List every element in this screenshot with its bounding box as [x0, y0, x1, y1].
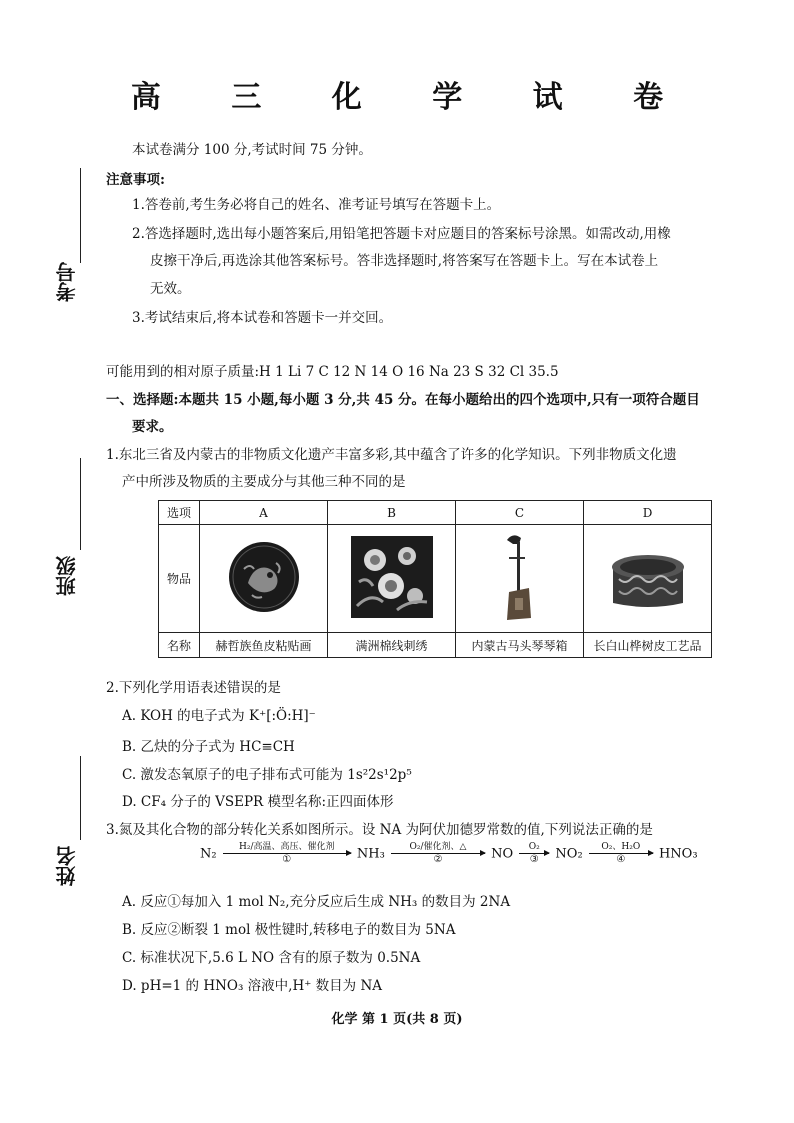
option-label: B [328, 501, 456, 525]
side-label-name: 姓名 [55, 846, 79, 886]
q1-table [158, 500, 712, 658]
species: N₂ [200, 846, 217, 862]
q2-option-b: B. 乙炔的分子式为 HC≡CH [122, 739, 295, 755]
notice-heading: 注意事项: [106, 172, 165, 188]
reaction-label: ④ [616, 854, 626, 865]
row-item-label: 物品 [159, 525, 200, 633]
species: NH₃ [356, 846, 385, 862]
reaction-label: ③ [529, 854, 539, 865]
fish-skin-picture-icon [226, 539, 302, 615]
option-label: C [456, 501, 584, 525]
q3-option-a: A. 反应①每加入 1 mol N₂,充分反应后生成 NH₃ 的数目为 2NA [122, 894, 511, 910]
item-name: 赫哲族鱼皮粘贴画 [200, 633, 328, 658]
electron-formula: K⁺[:Ö:H]⁻ [248, 708, 316, 724]
horsehead-fiddle-image [456, 525, 584, 633]
reaction-arrow-2 [391, 842, 485, 866]
arrow-line [519, 853, 549, 854]
embroidery-icon [351, 536, 433, 618]
q2-option-c-text: C. 激发态氧原子的电子排布式可能为 [122, 767, 348, 783]
page-title: 高 三 化 学 试 卷 [130, 80, 694, 115]
reaction-label: ① [282, 854, 292, 865]
row-header-label: 选项 [159, 501, 200, 525]
condition: O₂、H₂O [601, 842, 641, 852]
q3-option-d: D. pH=1 的 HNO₃ 溶液中,H⁺ 数目为 NA [122, 978, 383, 994]
q3-stem: 3.氮及其化合物的部分转化关系如图所示。设 NA 为阿伏加德罗常数的值,下列说法正确的是 [106, 822, 653, 838]
section-heading-cont: 要求。 [132, 419, 173, 435]
q3-option-b: B. 反应②断裂 1 mol 极性键时,转移电子的数目为 5NA [122, 922, 456, 938]
item-name: 满洲棉线刺绣 [328, 633, 456, 658]
option-label: D [584, 501, 712, 525]
q2-option-a-text: A. KOH 的电子式为 [122, 708, 249, 724]
q2-option-d: D. CF₄ 分子的 VSEPR 模型名称:正四面体形 [122, 794, 394, 810]
embroidery-image [328, 525, 456, 633]
fish-skin-picture-image [200, 525, 328, 633]
item-name: 长白山桦树皮工艺品 [584, 633, 712, 658]
horsehead-fiddle-icon [495, 532, 545, 622]
notice-item: 3.考试结束后,将本试卷和答题卡一并交回。 [132, 310, 393, 326]
exam-no-line [80, 168, 81, 263]
electron-configuration: 1s²2s¹2p⁵ [347, 767, 412, 783]
q1-stem-cont: 产中所涉及物质的主要成分与其他三种不同的是 [122, 474, 406, 490]
section-heading: 一、选择题:本题共 15 小题,每小题 3 分,共 45 分。在每小题给出的四个选项中,只有一项符合题目 [106, 392, 700, 408]
side-label-exam-no: 考号 [55, 262, 79, 302]
page-footer: 化学 第 1 页(共 8 页) [331, 1012, 463, 1027]
species: NO [491, 846, 514, 862]
reaction-scheme [200, 842, 698, 866]
species: NO₂ [555, 846, 583, 862]
reaction-arrow-3 [519, 842, 549, 866]
arrow-line [391, 853, 485, 854]
notice-item: 无效。 [150, 281, 191, 297]
q3-option-c: C. 标准状况下,5.6 L NO 含有的原子数为 0.5NA [122, 950, 421, 966]
reaction-arrow-1 [223, 842, 351, 866]
arrow-line [223, 853, 351, 854]
option-label: A [200, 501, 328, 525]
birch-bark-craft-image [584, 525, 712, 633]
q2-stem: 2.下列化学用语表述错误的是 [106, 680, 281, 696]
row-name-label: 名称 [159, 633, 200, 658]
condition: H₂/高温、高压、催化剂 [238, 842, 335, 852]
name-line [80, 756, 81, 840]
reaction-label: ② [433, 854, 443, 865]
notice-item: 1.答卷前,考生务必将自己的姓名、准考证号填写在答题卡上。 [132, 197, 501, 213]
intro-text: 本试卷满分 100 分,考试时间 75 分钟。 [132, 142, 372, 158]
q1-stem: 1.东北三省及内蒙古的非物质文化遗产丰富多彩,其中蕴含了许多的化学知识。下列非物质文化遗 [106, 447, 677, 463]
class-line [80, 458, 81, 550]
item-name: 内蒙古马头琴琴箱 [456, 633, 584, 658]
reaction-arrow-4 [589, 842, 653, 866]
notice-item: 皮擦干净后,再选涂其他答案标号。答非选择题时,将答案写在答题卡上。写在本试卷上 [150, 253, 659, 269]
q2-option-a [122, 704, 316, 724]
condition: O₂/催化剂、△ [409, 842, 467, 852]
notice-item: 2.答选择题时,选出每小题答案后,用铅笔把答题卡对应题目的答案标号涂黑。如需改动,用橡 [132, 226, 671, 242]
arrow-line [589, 853, 653, 854]
species: HNO₃ [658, 846, 698, 862]
atomic-masses: 可能用到的相对原子质量:H 1 Li 7 C 12 N 14 O 16 Na 23 S 32 Cl 35.5 [106, 364, 559, 380]
birch-bark-craft-icon [605, 539, 691, 615]
side-label-class: 班级 [55, 556, 79, 596]
condition: O₂ [528, 842, 540, 852]
q2-option-c [122, 763, 412, 783]
